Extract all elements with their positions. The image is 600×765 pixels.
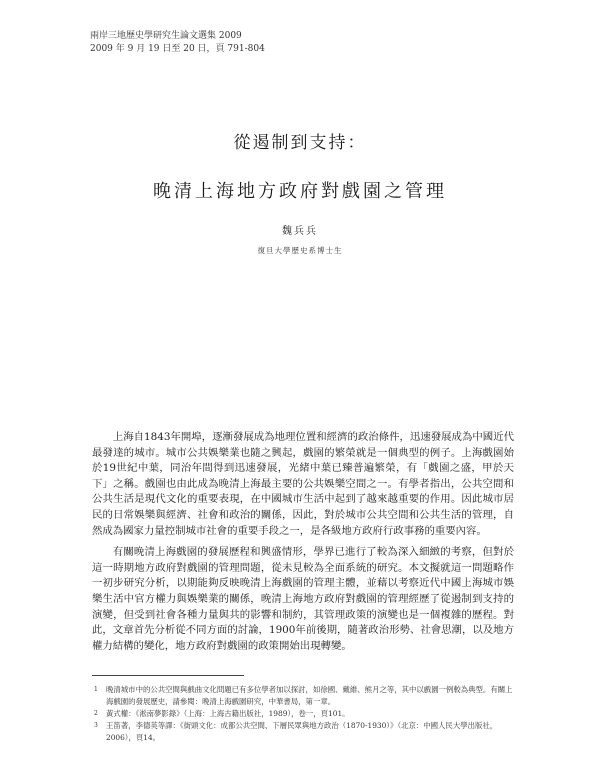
footnotes [92,684,514,744]
body-paragraph-1: 上海自1843年開埠，逐漸發展成為地理位置和經濟的政治條件，迅速發展成為中國近代最發達的城市。城市公共娛樂業也隨之興起，戲園的繁榮就是一個典型的例子。上海戲園始於19世紀中葉，同治年間得到迅速發展，光緒中葉已臻普遍繁榮，有「戲園之盛，甲於天下」之稱。戲園也由此成為晚清上海最主要的公共娛樂空間之一。有學者指出，公共空間和公共生活是現代文化的重要表現，在中國城市生活中起到了越來越重要的作用。因此城市居民的日常娛樂與經濟、社會和政治的關係，因此，對於城市公共空間和公共生活的管理，自然成為國家力量控制城市社會的重要手段之一，是各級地方政府行政事務的重要內容。 [92,431,514,537]
footnote-text: 晚清城市中的公共空間與戲曲文化問題已有多位學者加以探討，如徐國、戴維、熊月之等，其中以戲園一例較為典型。有關上海戲園的發展歷史，請參閱：晚清上海戲園研究，中華書局，第一章。 [106,685,513,706]
article-title: 從遏制到支持： [233,133,367,153]
journal-line: 兩岸三地歷史學研究生論文選集 2009 [90,31,242,41]
article-body [92,430,514,654]
author-name: 魏兵兵 [282,226,318,237]
author-affiliation: 復旦大學歷史系博士生 [257,246,343,255]
body-paragraph-2: 有關晚清上海戲園的發展歷程和興盛情形，學界已進行了較為深入細緻的考察，但對於這一時期地方政府對戲園的管理問題，從未見較為全面系統的研究。本文擬就這一問題略作一初步研究分析，以期能夠反映晚清上海戲園的管理主體，並藉以考察近代中國上海城市娛樂生活中官方權力與娛樂業的關係，晚清上海地方政府對戲園的管理經歷了從遏制到支持的演變，但受到社會各種力量與共的影響和制約，其管理政策的演變也是一個複雜的歷程。對此，文章首先分析從不同方面的討論，1900年前後期，隨著政治形勢、社會思潮，以及地方權力結構的變化，地方政府對戲園的政策開始出現轉變。 [92,546,514,652]
footnote-text: 王笛著，李德英等譯：《街頭文化：成都公共空間、下層民眾與地方政治（1870-1930）》（北京：中國人民大學出版社，2006），頁14。 [106,721,498,742]
footnote [92,720,514,744]
footnote-divider [92,675,244,676]
footnote-number: 1 [94,686,98,693]
footnote-text: 黃式權：《淞南夢影錄》（上海：上海古籍出版社，1989），卷一，頁101。 [106,709,350,718]
footnote-number: 3 [94,722,98,729]
article-subtitle: 晚清上海地方政府對戲園之管理 [153,181,447,202]
date-pages-line: 2009 年 9 月 19 日至 20 日，頁 791-804 [90,44,265,54]
footnote [92,708,514,720]
footnote-number: 2 [94,710,98,717]
footnote [92,684,514,708]
page-header [90,30,265,56]
